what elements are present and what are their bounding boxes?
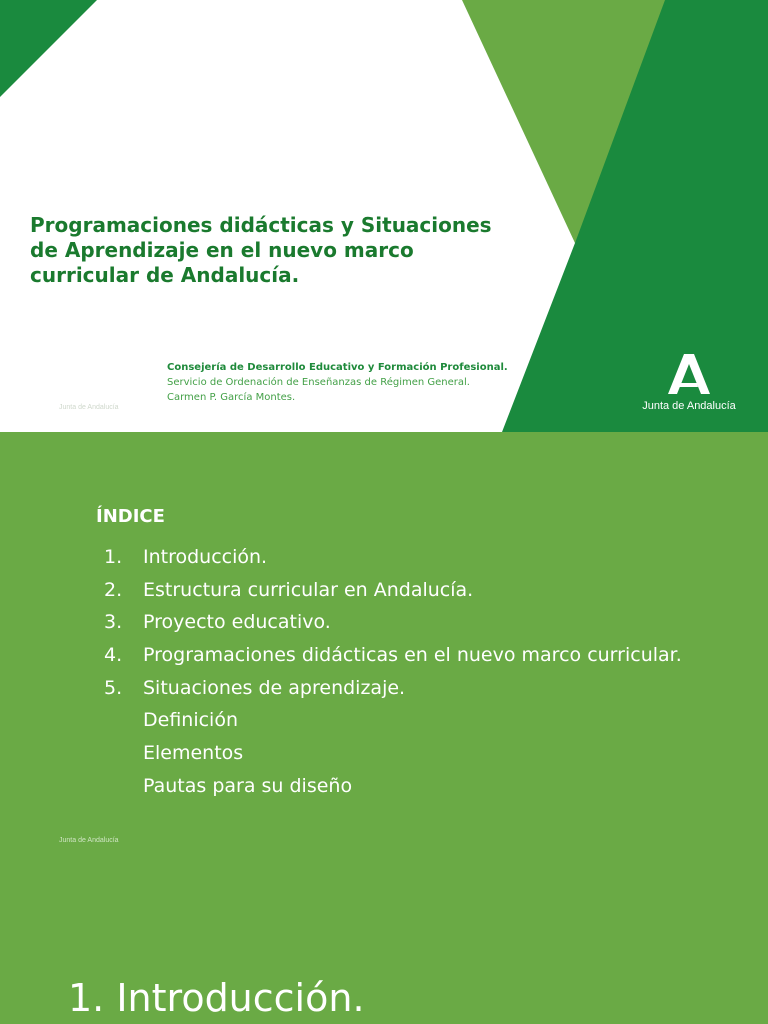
index-item-text: Proyecto educativo. (143, 611, 331, 634)
subtitle-ministry: Consejería de Desarrollo Educativo y Formación Profesional. (167, 362, 508, 373)
index-list (104, 541, 682, 803)
index-subitem: Pautas para su diseño (143, 774, 353, 797)
index-footer: Junta de Andalucía (59, 837, 119, 844)
cover-footer: Junta de Andalucía (59, 404, 119, 411)
index-item (104, 541, 682, 574)
junta-logo (634, 352, 744, 416)
junta-andalucia-a-logo-icon (667, 352, 711, 396)
index-item-number: 4. (104, 644, 123, 667)
section-title: 1. Introducción. (68, 976, 365, 1020)
cover-title: Programaciones didácticas y Situaciones de Aprendizaje en el nuevo marco curricular de Andalucía. (30, 213, 492, 287)
index-item-number: 5. (104, 676, 123, 699)
corner-triangle (0, 0, 97, 97)
index-item-number: 2. (104, 578, 123, 601)
index-item-text: Situaciones de aprendizaje. (143, 676, 406, 699)
index-item (104, 606, 682, 639)
index-item-text: Introducción. (143, 546, 268, 568)
section-slide (0, 944, 768, 1024)
logo-text: Junta de Andalucía (642, 400, 736, 412)
index-slide (0, 432, 768, 944)
index-item (104, 672, 682, 705)
index-heading: ÍNDICE (96, 506, 165, 527)
index-subitem: Elementos (143, 742, 244, 765)
index-item (104, 574, 682, 607)
index-item (104, 639, 682, 672)
cover-subtitle (167, 360, 507, 405)
subtitle-author: Carmen P. García Montes. (167, 392, 296, 403)
index-item-text: Programaciones didácticas en el nuevo marco curricular. (143, 644, 682, 667)
subtitle-service: Servicio de Ordenación de Enseñanzas de Régimen General. (167, 377, 470, 388)
index-subitem: Definición (143, 709, 238, 732)
index-item-text: Estructura curricular en Andalucía. (143, 578, 474, 601)
index-item-number: 1. (104, 546, 123, 568)
cover-slide (0, 0, 768, 432)
index-item-number: 3. (104, 611, 123, 634)
